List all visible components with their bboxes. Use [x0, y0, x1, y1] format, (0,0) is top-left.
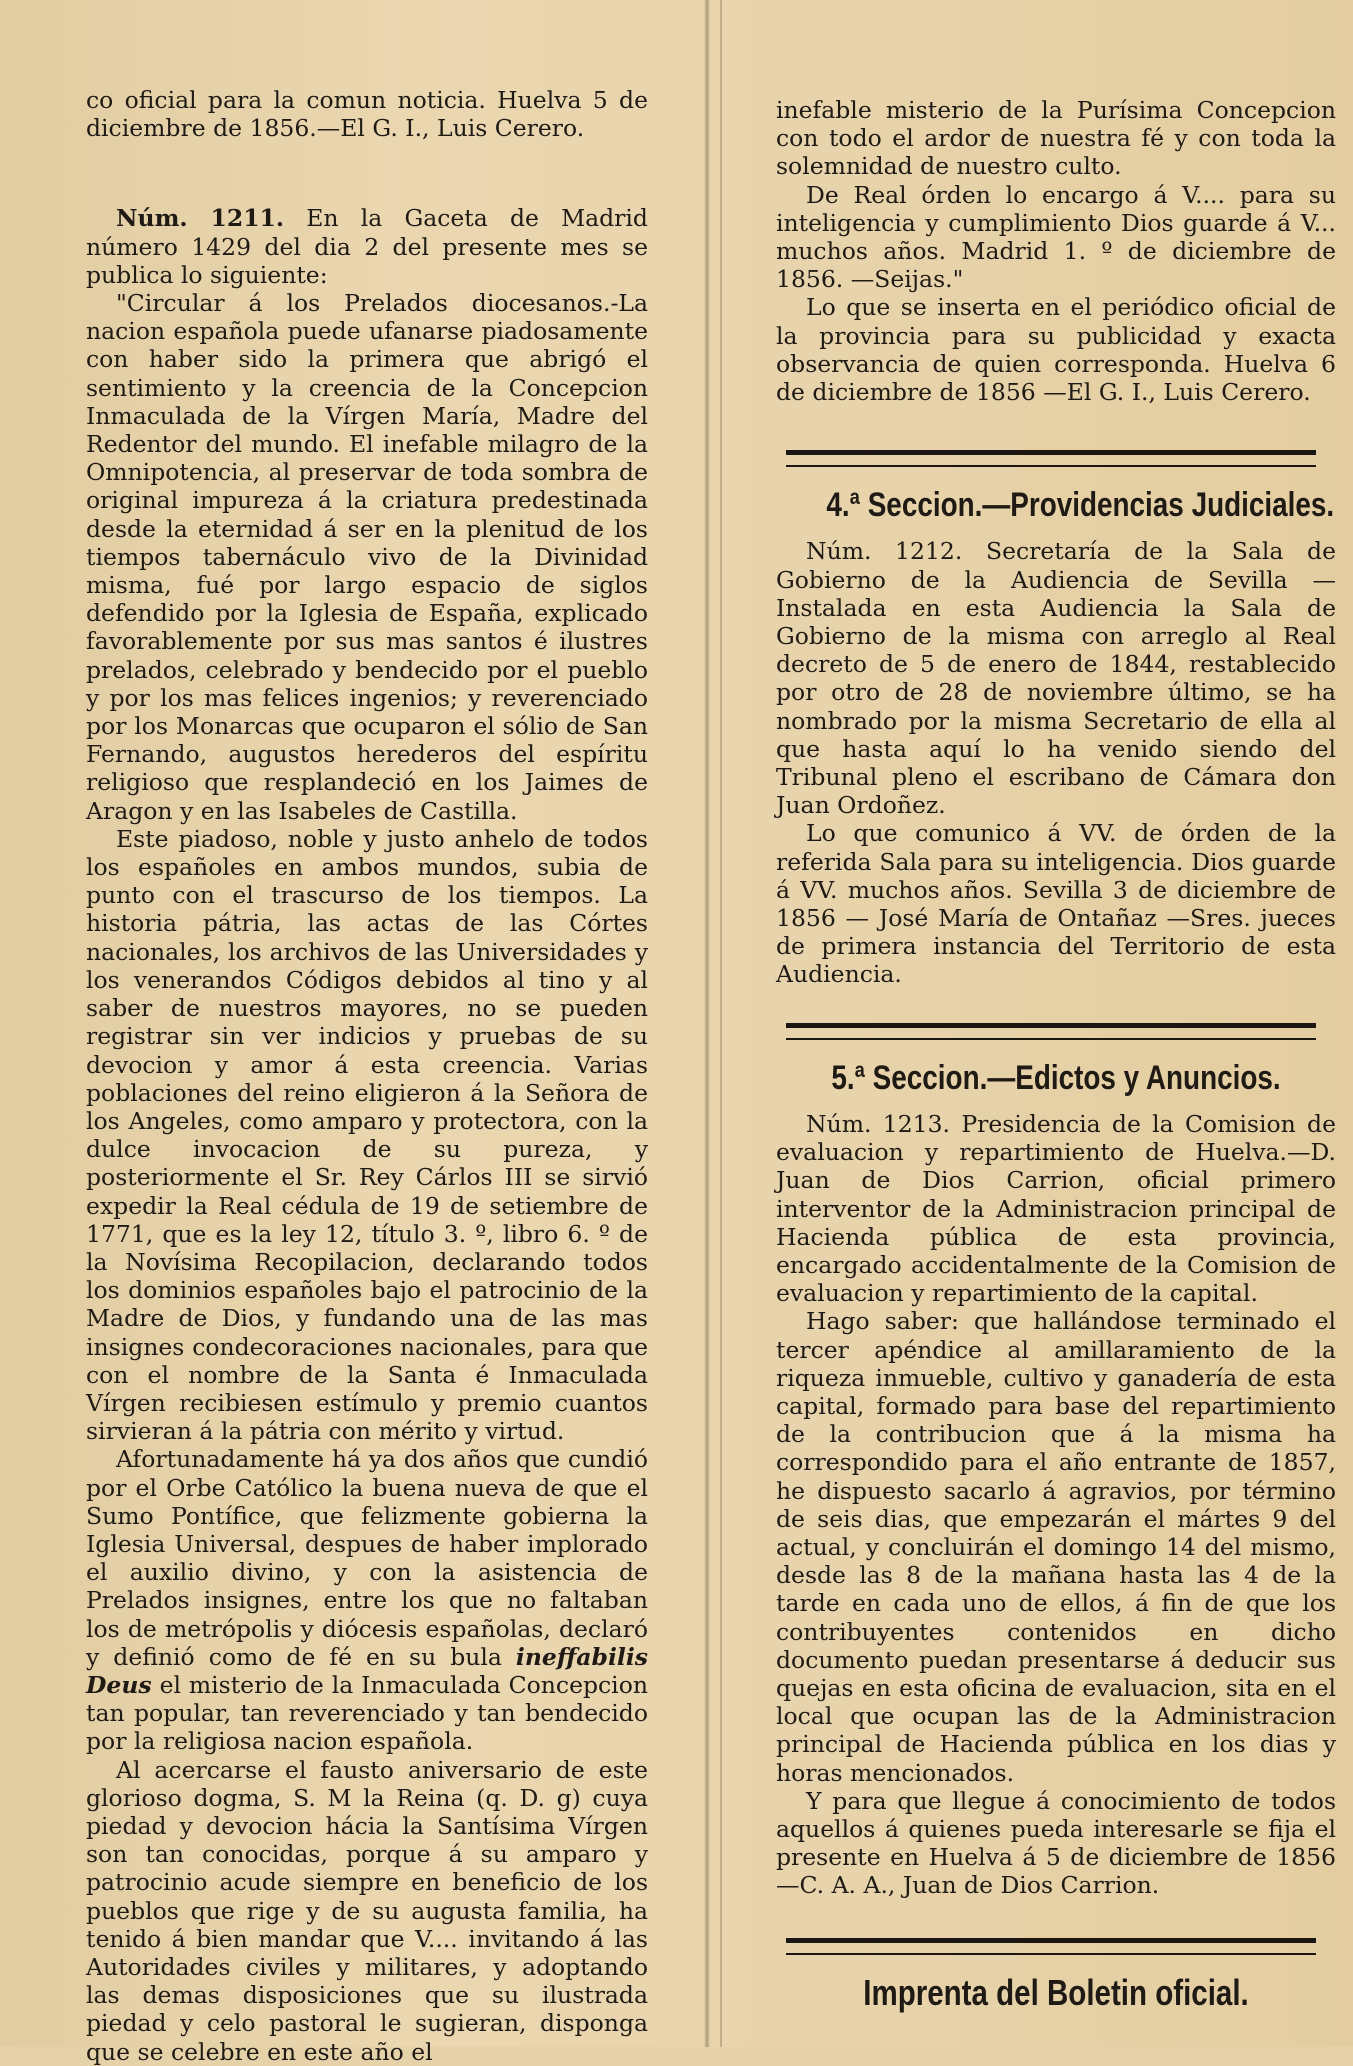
- insert-note: Lo que se inserta en el periódico oficial de la provincia para su publicidad y exacta observancia de quien corresponda. Huelva 6 de diciembre de 1856 —El G. I., Luis Cerero.: [776, 293, 1336, 407]
- right-column: [776, 96, 1336, 2047]
- divider-rule: [786, 450, 1316, 467]
- item-1211-intro-text: En la Gaceta de Madrid número 1429 del dia 2 del presente mes se publica lo siguiente:: [86, 204, 648, 289]
- item-1212-paragraph-1: [776, 537, 1336, 819]
- section-5-title: 5.ª Seccion.—Edictos y Anuncios.: [831, 1058, 1281, 1097]
- top-fragment: co oficial para la comun noticia. Huelva 5 de diciembre de 1856.—El G. I., Luis Cerero.: [86, 86, 648, 143]
- continuation-text: inefable misterio de la Purísima Concepcion con todo el ardor de nuestra fé y con toda la solemnidad de nuestro culto.: [776, 96, 1336, 181]
- item-1211-p3-end: el misterio de la Inmaculada Concepcion tan popular, tan reverenciado y tan bendecido por la religiosa nacion española.: [86, 1670, 648, 1756]
- royal-order: De Real órden lo encargo á V.... para su inteligencia y cumplimiento Dios guarde á V... muchos años. Madrid 1. º de diciembre de 1856. —Seijas.": [776, 180, 1336, 294]
- item-1211-paragraph-3: [86, 1445, 648, 1755]
- item-1212-number: Núm. 1212.: [806, 537, 963, 566]
- item-1212-paragraph-2: Lo que comunico á VV. de órden de la referida Sala para su inteligencia. Dios guarde á VV. muchos años. Sevilla 3 de diciembre de 1856 — José María de Ontañaz —Sres. jueces de primera instancia del Territorio de esta Audiencia.: [776, 819, 1336, 989]
- page-fold: [704, 0, 710, 2047]
- item-1213-number: Núm. 1213.: [806, 1109, 951, 1138]
- imprint: Imprenta del Boletin oficial.: [863, 1971, 1249, 2013]
- item-1211-paragraph-1: "Circular á los Prelados diocesanos.-La nacion española puede ufanarse piadosamente con haber sido la primera que abrigó el sentimiento y la creencia de la Concepcion Inmaculada de la Vírgen María, Madre del Redentor del mundo. El inefable milagro de la Omnipotencia, al preservar de toda sombra de original impureza á la criatura predestinada desde la eternidad á ser en la plenitud de los tiempos tabernáculo vivo de la Divinidad misma, fué por largo espacio de siglos defendido por la Iglesia de España, explicado favorablemente por sus mas santos é ilustres prelados, celebrado y bendecido por el pueblo y por los mas felices ingenios; y reverenciado por los Monarcas que ocuparon el sólio de San Fernando, augustos herederos del espíritu religioso que resplandeció en los Jaimes de Aragon y en las Isabeles de Castilla.: [86, 289, 648, 825]
- item-1211-p3-start: Afortunadamente há ya dos años que cundió por el Orbe Católico la buena nueva de que el Sumo Pontífice, que felizmente gobierna la Iglesia Universal, despues de haber implorado el auxilio divino, y con la asistencia de Prelados insignes, entre los que no faltaban los de metrópolis y diócesis españolas, declaró y definió como de fé en su bula: [86, 1445, 648, 1671]
- item-1211-paragraph-4: Al acercarse el fausto aniversario de este glorioso dogma, S. M la Reina (q. D. g) cuya piedad y devocion hácia la Santísima Vírgen son tan conocidas, porque á su amparo y patrocinio acude siempre en beneficio de los pueblos que rige y de su augusta familia, ha tenido á bien mandar que V.... invitando á las Autoridades civiles y militares, y adoptando las demas disposiciones que su ilustrada piedad y celo pastoral le sugieran, disponga que se celebre en este año el: [86, 1755, 648, 2066]
- item-1212-p1-text: Secretaría de la Sala de Gobierno de la Audiencia de Sevilla —Instalada en esta Audiencia la Sala de Gobierno de la misma con arreglo al Real decreto de 5 de enero de 1844, restablecido por otro de 28 de noviembre último, se ha nombrado por la misma Secretario de ella al que hasta aquí lo ha venido siendo del Tribunal pleno el escribano de Cámara don Juan Ordoñez.: [776, 537, 1336, 820]
- divider-rule: [786, 1938, 1316, 1955]
- divider-rule: [786, 1023, 1316, 1040]
- item-1213-paragraph-1: [776, 1110, 1336, 1307]
- item-1213-paragraph-2: Hago saber: que hallándose terminado el tercer apéndice al amillaramiento de la riqueza inmueble, cultivo y ganadería de esta capital, formado para base del repartimiento de la contribucion que á la misma ha correspondido para el año entrante de 1857, he dispuesto sacarlo á agravios, por término de seis dias, que empezarán el mártes 9 del actual, y concluirán el domingo 14 del mismo, desde las 8 de la mañana hasta las 4 de la tarde en cada uno de ellos, á fin de que los contribuyentes contenidos en dicho documento puedan presentarse á deducir sus quejas en esta oficina de evaluacion, sita en el local que ocupan las de la Administracion principal de Hacienda pública en los dias y horas mencionados.: [776, 1307, 1336, 1787]
- item-1211-number: Núm. 1211.: [116, 204, 285, 233]
- bull-name: ineffabilis Deus: [86, 1642, 648, 1699]
- item-1213-p1-text: Presidencia de la Comision de evaluacion y repartimiento de Huelva.—D. Juan de Dios Carrion, oficial primero interventor de la Administracion principal de Hacienda pública de esta provincia, encargado accidentalmente de la Comision de evaluacion y repartimiento de la capital.: [776, 1109, 1336, 1308]
- item-1211-paragraph-2: Este piadoso, noble y justo anhelo de todos los españoles en ambos mundos, subia de punto con el trascurso de los tiempos. La historia pátria, las actas de las Córtes nacionales, los archivos de las Universidades y los venerandos Códigos debidos al tino y al saber de nuestros mayores, no se pueden registrar sin ver indicios y pruebas de su devocion y amor á esta creencia. Varias poblaciones del reino eligieron á la Señora de los Angeles, como amparo y protectora, con la dulce invocacion de su pureza, y posteriormente el Sr. Rey Cárlos III se sirvió expedir la Real cédula de 19 de setiembre de 1771, que es la ley 12, título 3. º, libro 6. º de la Novísima Recopilacion, declarando todos los dominios españoles bajo el patrocinio de la Madre de Dios, y fundando una de las mas insignes condecoraciones nacionales, para que con el nombre de la Santa é Inmaculada Vírgen recibiesen estímulo y premio cuantos sirvieran á la pátria con mérito y virtud.: [86, 824, 648, 1446]
- column-divider: [720, 0, 722, 2047]
- left-column: [86, 86, 648, 2066]
- section-4-title: 4.ª Seccion.—Providencias Judiciales.: [826, 486, 1335, 525]
- item-1211-intro: [86, 204, 648, 289]
- item-1213-paragraph-3: Y para que llegue á conocimiento de todos aquellos á quienes pueda interesarle se fija el presente en Huelva á 5 de diciembre de 1856 —C. A. A., Juan de Dios Carrion.: [776, 1786, 1336, 1900]
